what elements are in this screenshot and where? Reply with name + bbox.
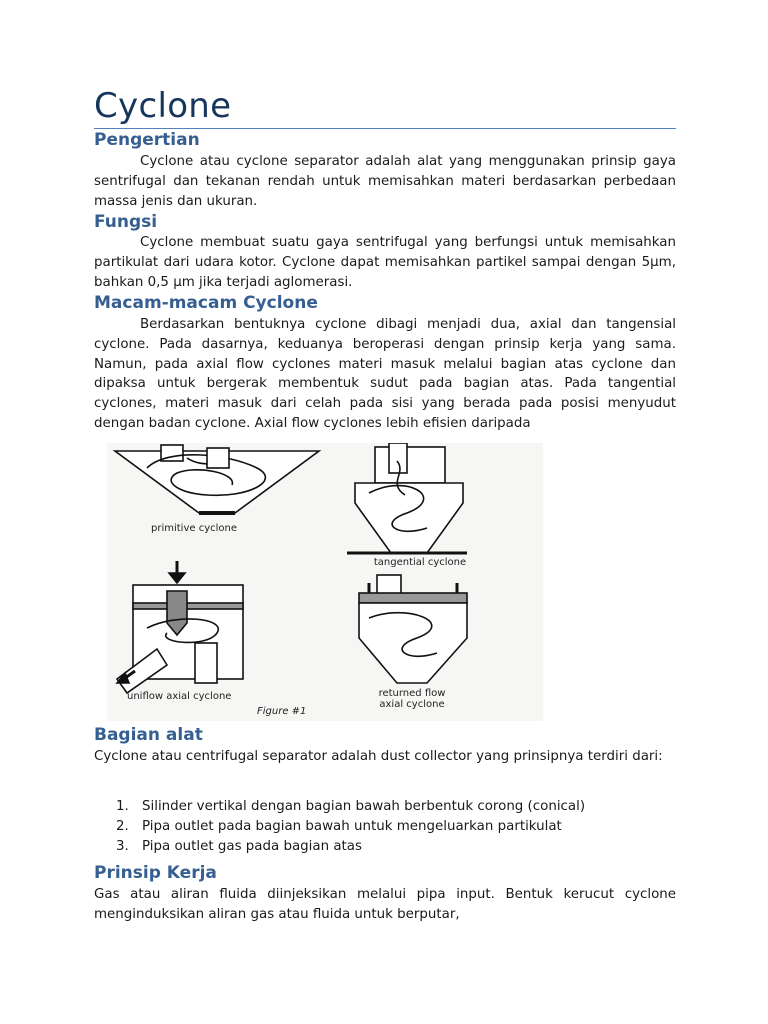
paragraph-macam-macam-cyclone: Berdasarkan bentuknya cyclone dibagi menjadi dua, axial dan tangensial cyclone. Pada dasarnya, keduanya beroperasi dengan prinsip kerja yang sama. Namun, pada axial flow cyclones materi masuk melalui bagian atas cyclone dan dipaksa untuk bergerak membentuk sudut pada bagian atas. Pada tangential cyclones, materi masuk dari celah pada sisi yang berada pada posisi menyudut dengan badan cyclone. Axial flow cyclones lebih efisien daripada [94,317,676,431]
figure-caption: Figure #1 [257,706,307,717]
cyclone-types-figure [107,443,543,721]
bagian-alat-list [94,797,676,856]
paragraph-bagian-alat: Cyclone atau centrifugal separator adalah dust collector yang prinsipnya terdiri dari: [94,749,663,764]
label-returned-flow: returned flow [378,688,446,699]
document-title: Cyclone [94,86,232,126]
label-uniflow-axial-cyclone: uniflow axial cyclone [127,691,232,702]
paragraph-fungsi: Cyclone membuat suatu gaya sentrifugal yang berfungsi untuk memisahkan partikulat dari udara kotor. Cyclone dapat memisahkan partikel sampai dengan 5μm, bahkan 0,5 μm jika terjadi aglomerasi. [94,235,676,290]
label-axial-cyclone: axial cyclone [379,699,445,710]
cyclone-diagram [107,443,543,721]
heading-fungsi: Fungsi [94,212,158,232]
returned-flow-axial-cyclone-drawing [359,575,467,683]
heading-macam-macam-cyclone: Macam-macam Cyclone [94,293,318,313]
list-item: 2. Pipa outlet pada bagian bawah untuk mengeluarkan partikulat [116,818,562,834]
primitive-cyclone-drawing [115,445,319,513]
tangential-cyclone-drawing [347,443,467,553]
paragraph-pengertian: Cyclone atau cyclone separator adalah alat yang menggunakan prinsip gaya sentrifugal dan tekanan rendah untuk memisahkan materi berdasarkan perbedaan massa jenis dan ukuran. [94,154,676,209]
list-item: 1. Silinder vertikal dengan bagian bawah berbentuk corong (conical) [116,799,586,814]
heading-bagian-alat: Bagian alat [94,725,203,745]
label-primitive-cyclone: primitive cyclone [151,523,238,534]
heading-prinsip-kerja: Prinsip Kerja [94,863,217,883]
paragraph-prinsip-kerja: Gas atau aliran fluida diinjeksikan melalui pipa input. Bentuk kerucut cyclone menginduksikan aliran gas atau fluida untuk berputar, [94,887,676,922]
list-item: 3. Pipa outlet gas pada bagian atas [116,838,362,854]
uniflow-axial-cyclone-drawing [117,561,243,693]
heading-pengertian: Pengertian [94,130,200,150]
label-tangential-cyclone: tangential cyclone [373,557,467,568]
